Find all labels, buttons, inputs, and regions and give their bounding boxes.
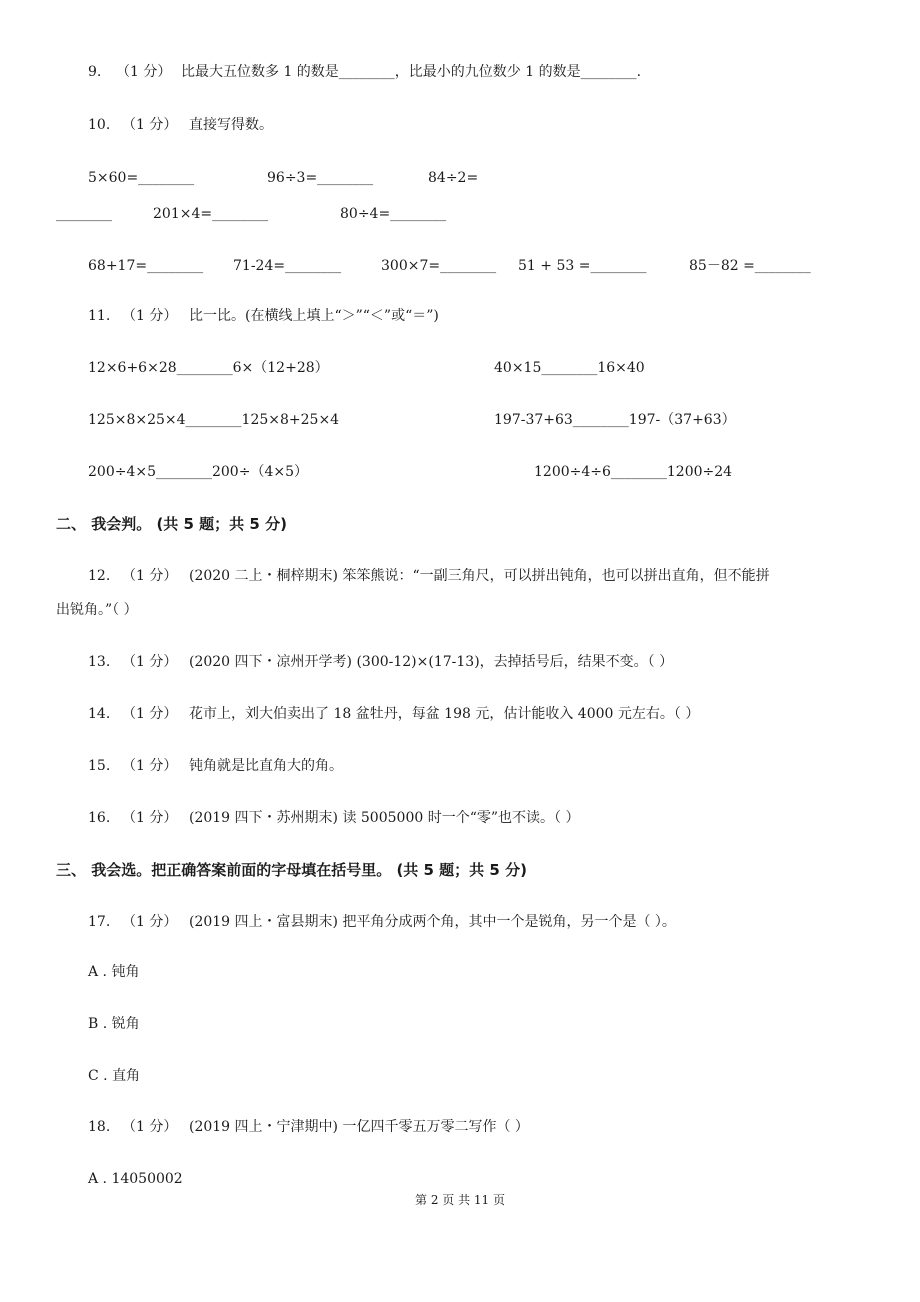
compare-item: 125×8×25×4________125×8+25×4 (88, 412, 340, 428)
section-3-title: 三、 我会选。把正确答案前面的字母填在括号里。 (共 5 题；共 5 分) (56, 861, 527, 879)
question-14-text: 花市上，刘大伯卖出了 18 盆牡丹，每盆 198 元，估计能收入 4000 元左右。（ ） (189, 706, 700, 722)
question-11-number: 11. (88, 308, 111, 324)
question-15-number: 15. (88, 758, 111, 774)
question-17-text: (2019 四上・富县期末) 把平角分成两个角，其中一个是锐角，另一个是（ ）。 (189, 914, 676, 930)
calc-item: 80÷4=________ (340, 206, 447, 222)
option-a: A . 钝角 (88, 964, 140, 980)
compare-item: 197-37+63________197-（37+63） (494, 412, 736, 428)
question-9-text: 比最大五位数多 1 的数是________，比最小的九位数少 1 的数是________. (181, 64, 642, 80)
question-18-score: （1 分） (122, 1119, 178, 1135)
compare-item: 1200÷4÷6________1200÷24 (534, 464, 733, 480)
question-13-text: (2020 四下・凉州开学考) (300-12)×(17-13)，去掉括号后，结果不变。（ ） (189, 654, 674, 670)
question-12-number: 12. (88, 568, 111, 584)
calc-item: 68+17=________ (88, 258, 204, 274)
question-15-score: （1 分） (122, 758, 178, 774)
question-18-number: 18. (88, 1119, 111, 1135)
question-10-text: 直接写得数。 (189, 117, 273, 133)
calc-item: ________ (56, 206, 112, 222)
calc-item: 5×60=________ (88, 170, 195, 186)
option-b: B . 锐角 (88, 1016, 140, 1032)
question-16-number: 16. (88, 810, 111, 826)
calc-item: 96÷3=________ (267, 170, 374, 186)
question-14-score: （1 分） (122, 706, 178, 722)
question-9-score: （1 分） (116, 64, 172, 80)
question-17-number: 17. (88, 914, 111, 930)
question-13-number: 13. (88, 654, 111, 670)
question-9-number: 9. (88, 64, 102, 80)
question-10-score: （1 分） (122, 117, 178, 133)
option-a: A . 14050002 (88, 1171, 183, 1187)
calc-item: 84÷2= (428, 170, 479, 186)
calc-item: 85－82 =________ (689, 258, 811, 274)
question-18-text: (2019 四上・宁津期中) 一亿四千零五万零二写作（ ） (189, 1119, 529, 1135)
question-12-score: （1 分） (122, 568, 178, 584)
question-14-number: 14. (88, 706, 111, 722)
question-11-text: 比一比。(在横线上填上“＞”“＜”或“＝”) (189, 308, 439, 324)
calc-item: 300×7=________ (381, 258, 497, 274)
page-footer: 第 2 页 共 11 页 (415, 1193, 505, 1207)
calc-item: 71-24=________ (233, 258, 342, 274)
section-2-title: 二、 我会判。 (共 5 题；共 5 分) (56, 515, 287, 533)
question-17-score: （1 分） (122, 914, 178, 930)
option-c: C . 直角 (88, 1068, 141, 1084)
compare-item: 12×6+6×28________6×（12+28） (88, 360, 329, 376)
question-12-text: (2020 二上・桐梓期末) 笨笨熊说：“一副三角尺，可以拼出钝角，也可以拼出直角，但不能拼 (189, 568, 770, 584)
calc-item: 201×4=________ (153, 206, 269, 222)
compare-item: 40×15________16×40 (494, 360, 645, 376)
question-11-score: （1 分） (122, 308, 178, 324)
question-16-score: （1 分） (122, 810, 178, 826)
question-12-text-cont: 出锐角。”（ ） (56, 602, 138, 618)
question-15-text: 钝角就是比直角大的角。 (189, 758, 343, 774)
question-10-number: 10. (88, 117, 111, 133)
question-16-text: (2019 四下・苏州期末) 读 5005000 时一个“零”也不读。（ ） (189, 810, 580, 826)
question-13-score: （1 分） (122, 654, 178, 670)
calc-item: 51 + 53 =________ (518, 258, 647, 274)
compare-item: 200÷4×5________200÷（4×5） (88, 464, 308, 480)
